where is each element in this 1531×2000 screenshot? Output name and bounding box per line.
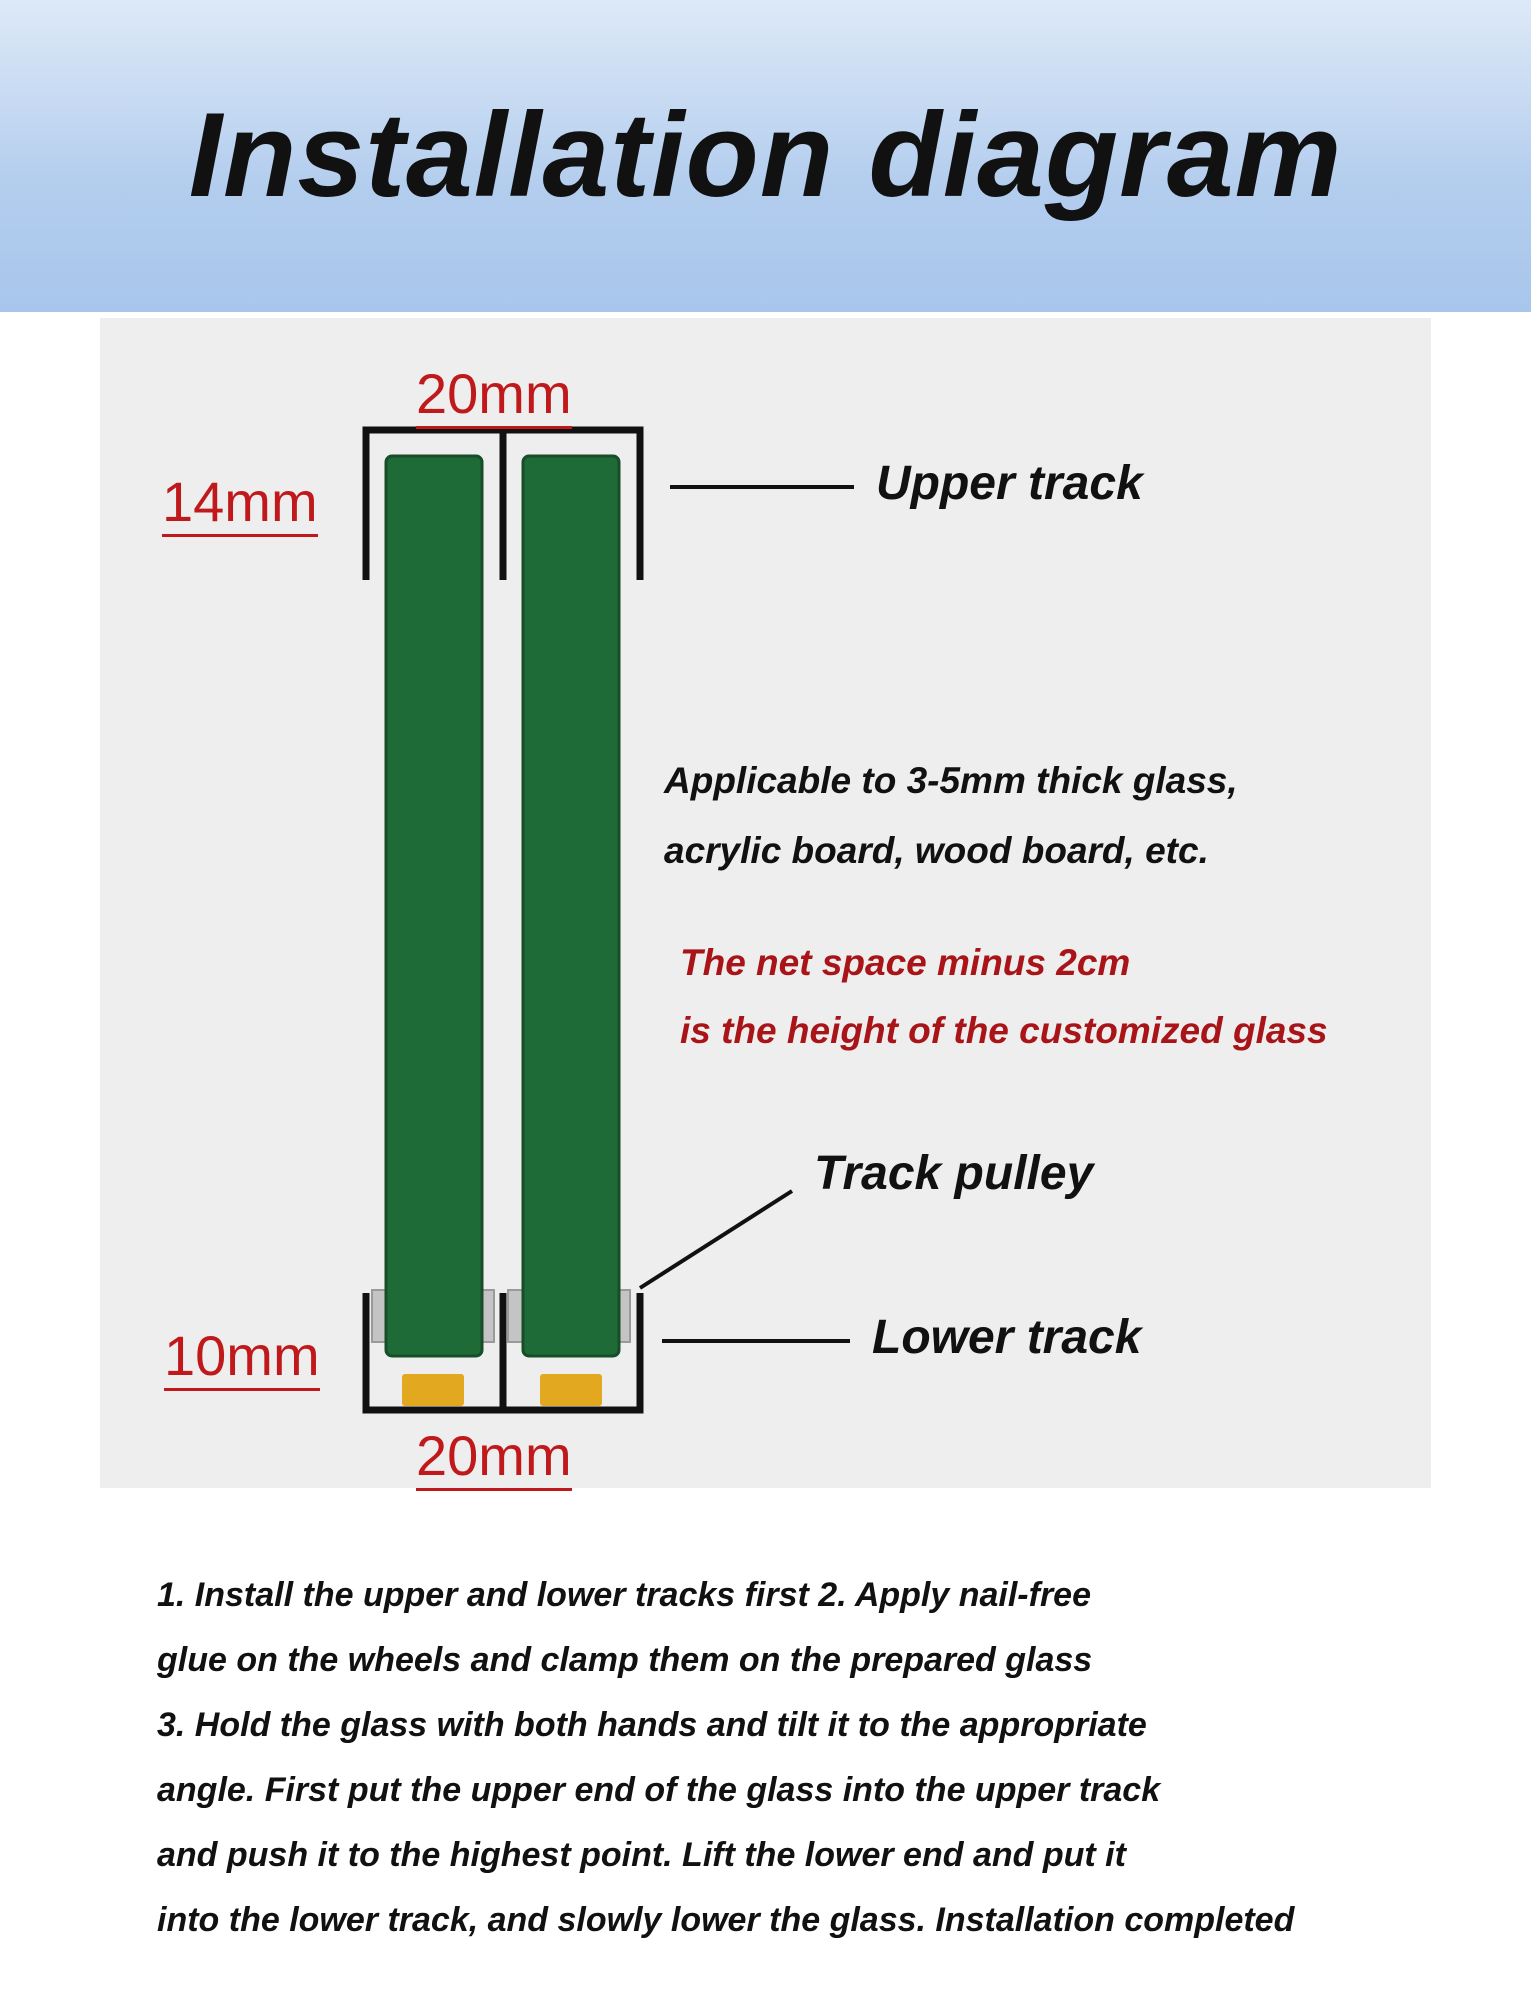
- track-pulley-leader: [640, 1191, 792, 1288]
- instruction-line-1: 1. Install the upper and lower tracks first 2. Apply nail-free: [157, 1576, 1091, 1614]
- upper-track-label: Upper track: [876, 457, 1143, 510]
- note-line-2: is the height of the customized glass: [680, 1010, 1328, 1051]
- instruction-line-3: 3. Hold the glass with both hands and tilt it to the appropriate: [157, 1706, 1147, 1744]
- upper-track-height-dimension: 14mm: [162, 474, 318, 537]
- instruction-line-5: and push it to the highest point. Lift the lower end and put it: [157, 1836, 1126, 1874]
- pulley-right: [540, 1374, 602, 1406]
- title-banner: [0, 0, 1531, 312]
- lower-track-label: Lower track: [872, 1311, 1142, 1364]
- bottom-width-dimension: 20mm: [416, 1428, 572, 1491]
- diagram-panel: [100, 318, 1431, 1488]
- track-pulley-label: Track pulley: [814, 1147, 1094, 1200]
- instruction-line-4: angle. First put the upper end of the glass into the upper track: [157, 1771, 1161, 1809]
- page-title: Installation diagram: [188, 88, 1343, 222]
- glass-panel-left: [386, 456, 482, 1356]
- lower-track-height-dimension: 10mm: [164, 1328, 320, 1391]
- instruction-line-2: glue on the wheels and clamp them on the prepared glass: [157, 1641, 1093, 1679]
- pulley-left: [402, 1374, 464, 1406]
- spec-line-2: acrylic board, wood board, etc.: [664, 830, 1209, 871]
- instruction-line-6: into the lower track, and slowly lower the glass. Installation completed: [157, 1901, 1295, 1939]
- spec-line-1: Applicable to 3-5mm thick glass,: [664, 760, 1238, 801]
- note-line-1: The net space minus 2cm: [680, 942, 1131, 983]
- glass-panel-right: [523, 456, 619, 1356]
- top-width-dimension: 20mm: [416, 366, 572, 429]
